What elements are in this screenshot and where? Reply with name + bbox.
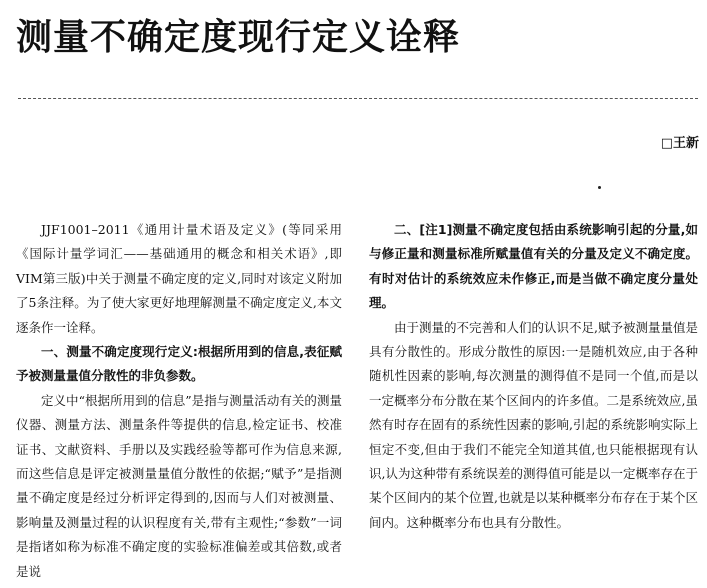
paragraph-dispersion-causes: 由于测量的不完善和人们的认识不足,赋予被测量量值是具有分散性的。形成分散性的原因:一是随机效应,由于各种随机性因素的影响,每次测量的测得值不是同一个值,而是以一定概率分布分散在某个区间内的许多值。二是系统效应,虽然有时存在固有的系统性因素的影响,引起的系统影响实际上恒定不变,但由于我们不能完全知道其值,也只能根据现有认识,认为这种带有系统误差的测得值可能是以一定概率存在于某个区间内的某个位置,也就是以某种概率分布存在于某个区间内。这种概率分布也具有分散性。 <box>369 319 698 530</box>
title-divider <box>18 98 698 99</box>
author-name: □王新 <box>660 136 699 151</box>
paragraph-intro: JJF1001–2011《通用计量术语及定义》(等同采用《国际计量学词汇——基础通用的概念和相关术语》,即VIM第三版)中关于测量不确定度的定义,同时对该定义附加了5条注释。为了使大家更好地理解测量不确定度定义,本文逐条作一诠释。 <box>16 222 342 335</box>
section-heading-2: 二、[注1]测量不确定度包括由系统影响引起的分量,如与修正量和测量标准所赋量值有关的分量及定义不确定度。有时对估计的系统效应未作修正,而是当做不确定度分量处理。 <box>369 222 698 311</box>
speck-mark <box>598 186 601 189</box>
section-heading-1: 一、测量不确定度现行定义:根据所用到的信息,表征赋予被测量量值分散性的非负参数。 <box>16 344 342 384</box>
right-column <box>369 218 698 535</box>
article-title: 测量不确定度现行定义诠释 <box>16 17 461 58</box>
paragraph-definition-explanation: 定义中“根据所用到的信息”是指与测量活动有关的测量仪器、测量方法、测量条件等提供的信息,检定证书、校准证书、文献资料、手册以及实践经验等都可作为信息来源,而这些信息是评定被测量量值分散性的依据;“赋予”是指测量不确定度是经过分析评定得到的,因而与人们对被测量、影响量及测量过程的认识程度有关,带有主观性;“参数”一词是指诸如称为标准不确定度的实验标准偏差或其倍数,或者是说 <box>16 392 342 579</box>
left-column <box>16 218 342 584</box>
